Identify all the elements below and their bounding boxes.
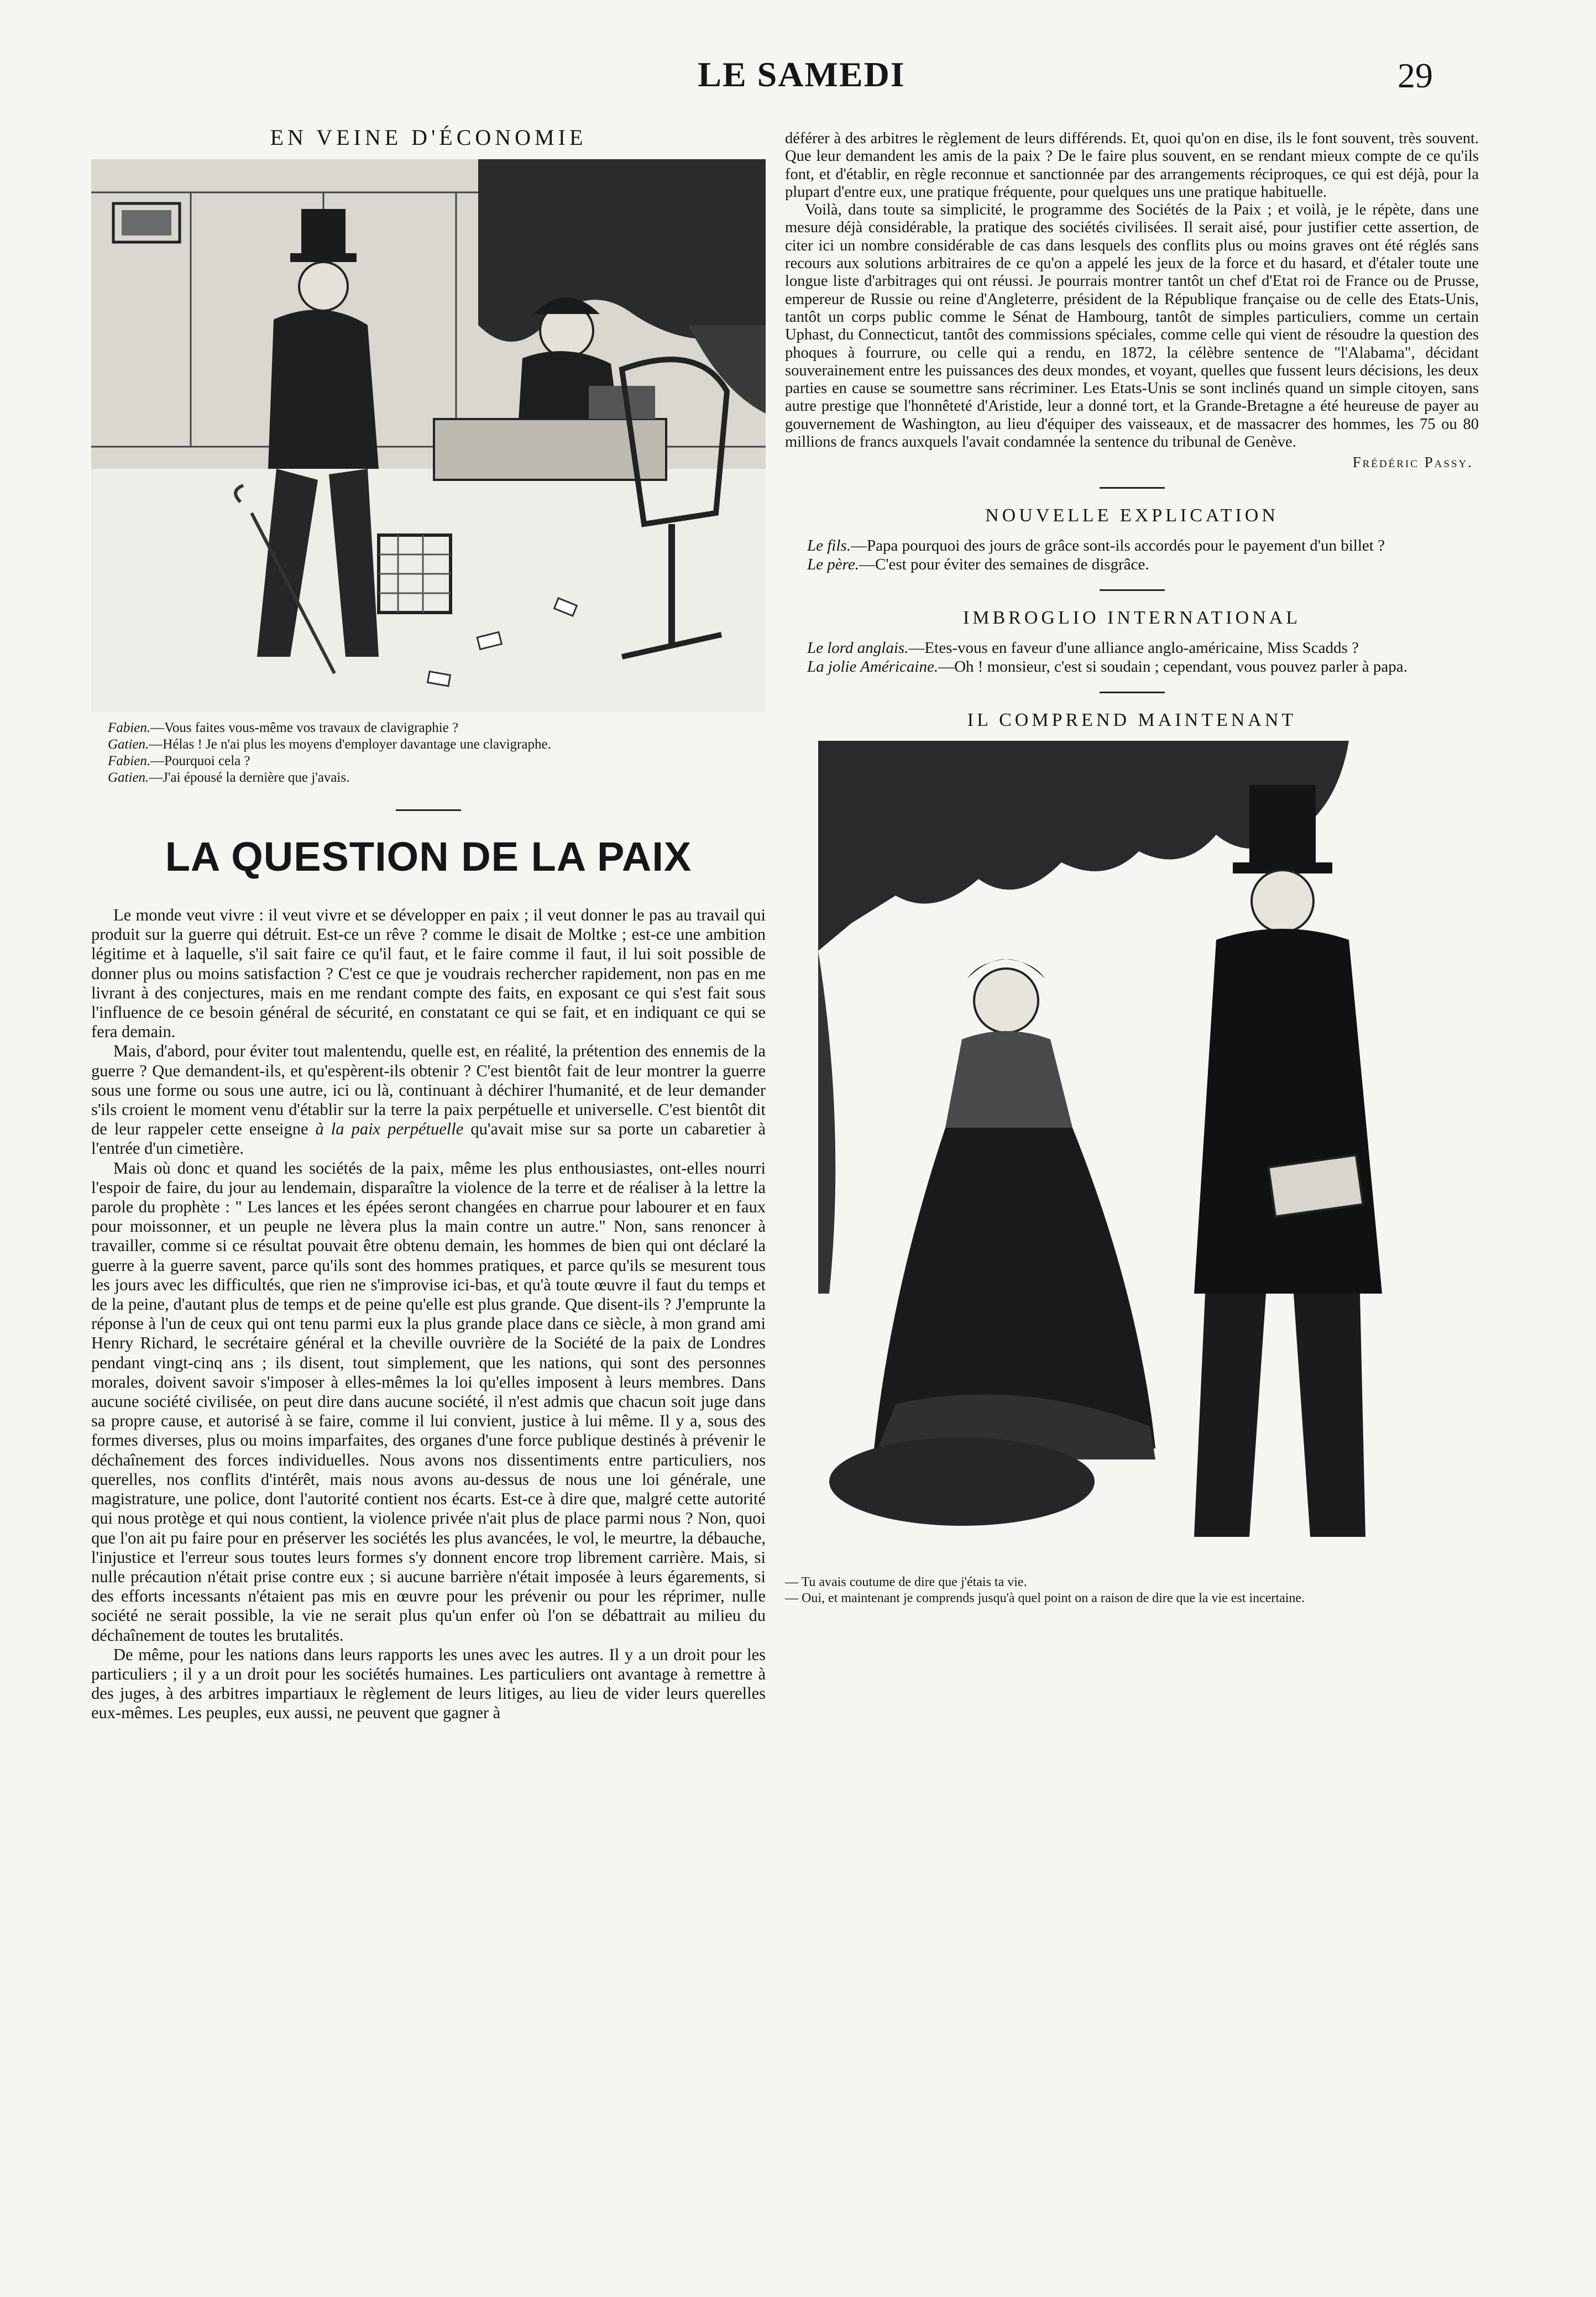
- article-author: Frédéric Passy.: [1352, 454, 1473, 471]
- cartoon-caption-economie: [108, 720, 766, 786]
- article-headline: LA QUESTION DE LA PAIX: [165, 834, 692, 880]
- cartoon-caption-comprend: [785, 1574, 1479, 1607]
- imbroglio-joke: [785, 639, 1479, 676]
- left-column: [91, 124, 766, 1723]
- article-paragraph: Voilà, dans toute sa simplicité, le programme des Sociétés de la Paix ; et voilà, je le répète, dans une mesure déjà considérable, la pratique des sociétés civilisées. Il serait aisé, pour justifier cette assertion, de citer ici un nombre considérable de cas dans lesquels des conflits plus ou moins graves ont été réglés sans recours aux solutions arbitraires de ce qu'on a appelé les jeux de la force et du hasard, et d'étaler toute une longue liste d'arbitrages qui ont réussi. Je pourrais montrer tantôt un chef d'Etat roi de France ou de Prusse, empereur de Russie ou reine d'Angleterre, président de la République française ou de celle des Etats-Unis, tantôt un corps public comme le Sénat de Hambourg, tantôt de simples particuliers, comme un certain Uphast, du Connecticut, tantôt des commissions spéciales, comme celle qui vient de résoudre la question des phoques à fourrure, ou celle qui a rendu, en 1872, la célèbre sentence de "l'Alabama", décidant souverainement entre les puissances des deux mondes, et voyant, quelles que fussent leurs décisions, les deux parties en cause se soumettre sans récriminer. Les Etats-Unis se sont inclinés quand un simple citoyen, sans autre prestige que l'honnêteté d'Aristide, leur a donné tort, et la Grande-Bretagne a été heureuse de payer au gouvernement de Washington, au lieu d'équiper des vaisseaux, et de massacrer des hommes, les 75 ou 80 millions de francs auxquels l'avait condamnée la sentence du tribunal de Genève.: [785, 201, 1479, 451]
- couple-cartoon-illustration: [796, 741, 1476, 1570]
- article-paragraph: Mais où donc et quand les sociétés de la paix, même les plus enthousiastes, ont-elles nourri l'espoir de faire, du jour au lendemain, disparaître la violence de la terre et de réaliser à la lettre la parole du prophète : " Les lances et les épées seront changées en charrue pour labourer et en faux pour moissonner, et un peuple ne lèvera plus la main contre un autre." Non, sans renoncer à travailler, comme si ce résultat pouvait être obtenu demain, les hommes de bien qui ont déclaré la guerre à la guerre savent, parce qu'ils sont des hommes pratiques, et parce qu'ils se mesurent tous les jours avec les difficultés, que rien ne s'improvise ici-bas, et qu'à toute œuvre il faut du temps et de la peine, d'autant plus de temps et de peine qu'elle est plus grande. Que disent-ils ? J'emprunte la réponse à l'un de ceux qui ont tenu parmi eux la plus grande place dans ce siècle, à mon grand ami Henry Richard, le secrétaire général et la cheville ouvrière de la Société de la paix de Londres pendant vingt-cinq ans ; ils disent, tout simplement, que les nations, qui sont des personnes morales, doivent savoir s'imposer à elles-mêmes la loi qu'elles imposent à leurs membres. Dans aucune société civilisée, on peut dire dans aucune société, il n'est admis que chacun soit juge dans sa propre cause, et autorisé à se faire, comme il lui convient, justice à lui même. Il y a, sous des formes diverses, plus ou moins imparfaites, des organes d'une force publique destinés à prévenir le déchaînement des forces individuelles. Nous avons nos dissentiments entre particuliers, nos querelles, nos conflits d'intérêt, mais nous avons au-dessus de nous une loi générale, une magistrature, une police, dont l'autorité contient nos écarts. Est-ce à dire que, malgré cette autorité qui nous protège et qui nous contient, la violence privée n'ait plus de place parmi nous ? Non, quoi que l'on ait pu faire pour en préserver les sociétés les plus avancées, le vol, le meurtre, la débauche, l'injustice et l'erreur sous toutes leurs formes s'y donnent encore trop librement carrière. Mais, si nulle précaution n'était prise contre eux ; si aucune barrière n'était imposée à leurs égarements, si des efforts incessants n'étaient pas mis en œuvre pour les prévenir ou pour les réprimer, nulle société ne serait possible, la vie ne serait plus qu'un enfer où l'on se débattrait au milieu du déchaînement de toutes les brutalités.: [91, 1158, 766, 1645]
- caption-line: Fabien.—Vous faites vous-même vos travaux de clavigraphie ?: [108, 720, 459, 735]
- caption-line: — Oui, et maintenant je comprends jusqu'à quel point on a raison de dire que la vie est incertaine.: [785, 1590, 1305, 1605]
- joke-line: La jolie Américaine.—Oh ! monsieur, c'est si soudain ; cependant, vous pouvez parler à papa.: [807, 657, 1407, 676]
- caption-line: — Tu avais coutume de dire que j'étais ta vie.: [785, 1574, 1027, 1589]
- joke-line: Le lord anglais.—Etes-vous en faveur d'une alliance anglo-américaine, Miss Scadds ?: [807, 639, 1359, 657]
- cartoon-title-economie: EN VEINE D'ÉCONOMIE: [270, 125, 587, 150]
- right-column: [785, 130, 1479, 1607]
- caption-line: Fabien.—Pourquoi cela ?: [108, 754, 250, 768]
- article-continuation: [785, 130, 1479, 472]
- article-body: [91, 906, 766, 1723]
- caption-line: Gatien.—J'ai épousé la dernière que j'avais.: [108, 770, 350, 785]
- section-divider: [1100, 589, 1165, 591]
- cartoon-title-comprend: IL COMPREND MAINTENANT: [967, 709, 1297, 730]
- page-number: 29: [1398, 56, 1433, 95]
- imbroglio-title: IMBROGLIO INTERNATIONAL: [962, 607, 1301, 628]
- publication-title: LE SAMEDI: [698, 55, 906, 94]
- article-paragraph: De même, pour les nations dans leurs rapports les unes avec les autres. Il y a un droit pour les particuliers ; il y a un droit pour les sociétés humaines. Les particuliers ont avantage à remettre à des juges, à des arbitres impartiaux le règlement de leurs litiges, au lieu de vider leurs querelles eux-mêmes. Les peuples, eux aussi, ne peuvent que gagner à: [91, 1645, 766, 1723]
- article-paragraph: déférer à des arbitres le règlement de leurs différends. Et, quoi qu'on en dise, ils le font souvent, très souvent. Que leur demandent les amis de la paix ? De le faire plus souvent, en se rendant mieux compte de ce qu'ils font, et d'établir, en règle reconnue et sanctionnée par des arrangements réciproques, ce qui est déjà, pour la plupart d'entre eux, une pratique fréquente, pour quelques uns une pratique habituelle.: [785, 130, 1479, 201]
- caption-line: Gatien.—Hélas ! Je n'ai plus les moyens d'employer davantage une clavigraphe.: [108, 737, 551, 752]
- nouvelle-explication-title: NOUVELLE EXPLICATION: [985, 505, 1279, 526]
- article-paragraph: Le monde veut vivre : il veut vivre et se développer en paix ; il veut donner le pas au travail qui produit sur la guerre qui détruit. Est-ce un rêve ? comme le disait de Moltke ; est-ce une ambition légitime et à laquelle, s'il sait faire ce qu'il faut, et le faire comme il faut, il lui soit possible de donner plus ou moins satisfaction ? C'est ce que je voudrais rechercher rapidement, non pas en me livrant à des conjectures, mais en me rendant compte des faits, en exposant ce qui s'est fait sous l'influence de ce besoin général de sécurité, en constatant ce qui se fait, et en indiquant ce qui se fera demain.: [91, 906, 766, 1042]
- section-divider: [1100, 692, 1165, 693]
- section-divider: [1100, 487, 1165, 489]
- section-divider: [396, 809, 461, 811]
- joke-line: Le fils.—Papa pourquoi des jours de grâce sont-ils accordés pour le payement d'un billet ?: [807, 536, 1385, 554]
- nouvelle-explication-joke: [785, 536, 1479, 574]
- article-paragraph: Mais, d'abord, pour éviter tout malentendu, quelle est, en réalité, la prétention des ennemis de la guerre ? Que demandent-ils, et qu'espèrent-ils obtenir ? C'est bientôt fait de leur montrer la guerre sous une forme ou sous une autre, ici ou là, continuant à déchirer l'humanité, et de leur demander s'ils croient le moment venu d'établir sur la terre la paix perpétuelle et universelle. C'est bientôt dit de leur rappeler cette enseigne à la paix perpétuelle qu'avait mise sur sa porte un cabaretier à l'entrée d'un cimetière.: [91, 1042, 766, 1158]
- office-cartoon-illustration: [91, 159, 766, 712]
- joke-line: Le père.—C'est pour éviter des semaines de disgrâce.: [807, 555, 1149, 573]
